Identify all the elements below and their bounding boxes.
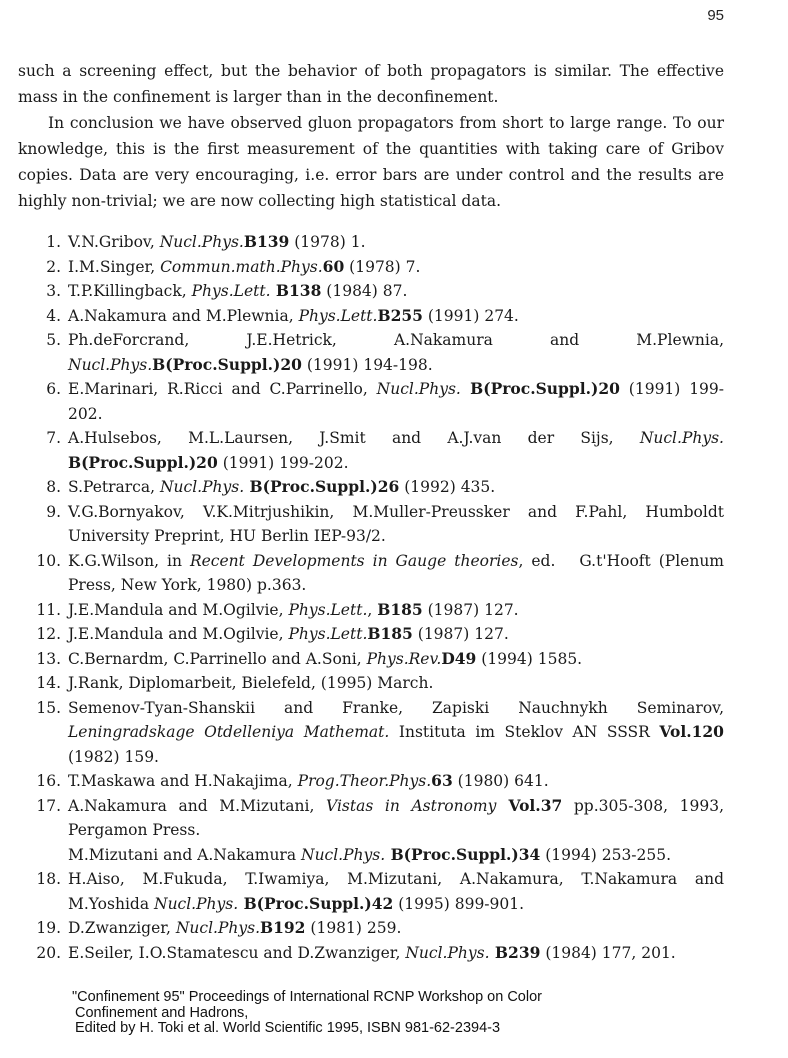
reference-text: V.G.Bornyakov, V.K.Mitrjushikin, M.Muller-Preussker and F.Pahl, Humboldt University Preprint, HU Berlin IEP-93/2. <box>68 502 724 545</box>
reference-item <box>18 255 724 280</box>
reference-number: 8. <box>46 478 61 496</box>
reference-text: E.Marinari, R.Ricci and C.Parrinello, Nucl.Phys. B(Proc.Suppl.)20 (1991) 199-202. <box>68 379 725 423</box>
reference-number: 5. <box>46 331 61 349</box>
reference-item <box>18 696 724 770</box>
paragraph: such a screening effect, but the behavior of both propagators is similar. The effective mass in the confinement is larger than in the deconfinement. <box>18 62 724 106</box>
reference-item <box>18 769 724 794</box>
reference-item <box>18 622 724 647</box>
reference-text: E.Seiler, I.O.Stamatescu and D.Zwanziger, Nucl.Phys. B239 (1984) 177, 201. <box>68 942 676 962</box>
footer-line: Confinement and Hadrons, <box>75 1004 249 1021</box>
proceedings-footer <box>72 990 712 1037</box>
reference-text: J.Rank, Diplomarbeit, Bielefeld, (1995) March. <box>68 674 434 692</box>
reference-number: 17. <box>36 796 61 815</box>
reference-number: 7. <box>46 429 61 447</box>
reference-text: A.Nakamura and M.Mizutani, Vistas in Astronomy Vol.37 pp.305-308, 1993, Pergamon Press. <box>68 795 724 839</box>
body-text <box>18 58 724 214</box>
reference-number: 9. <box>46 502 61 521</box>
footer-line: Edited by H. Toki et al. World Scientific 1995, ISBN 981-62-2394-3 <box>75 1020 501 1036</box>
reference-item <box>18 426 724 475</box>
reference-number: 13. <box>36 649 61 668</box>
reference-item <box>18 647 724 672</box>
reference-number: 3. <box>46 282 61 300</box>
reference-number: 15. <box>36 698 61 717</box>
reference-text: J.E.Mandula and M.Ogilvie, Phys.Lett.B185 (1987) 127. <box>68 624 509 643</box>
reference-item <box>18 377 724 426</box>
reference-number: 1. <box>46 233 61 251</box>
reference-text: D.Zwanziger, Nucl.Phys.B192 (1981) 259. <box>68 918 402 937</box>
reference-item <box>18 598 724 623</box>
reference-number: 19. <box>36 919 61 937</box>
reference-item <box>18 794 724 843</box>
reference-item <box>18 867 724 916</box>
reference-number: 11. <box>36 600 61 619</box>
reference-number: 18. <box>36 870 61 888</box>
reference-text: Semenov-Tyan-Shanskii and Franke, Zapiski Nauchnykh Seminarov, Leningradskage Otdelleniya Mathemat. Instituta im Steklov AN SSSR Vol.120 (1982) 159. <box>68 698 724 766</box>
reference-item <box>18 230 724 255</box>
reference-item <box>18 304 724 329</box>
reference-text: A.Nakamura and M.Plewnia, Phys.Lett.B255 (1991) 274. <box>68 305 519 325</box>
reference-item <box>18 916 724 941</box>
reference-number: 12. <box>36 625 61 643</box>
reference-number: 2. <box>46 257 61 276</box>
reference-text: C.Bernardm, C.Parrinello and A.Soni, Phys.Rev.D49 (1994) 1585. <box>68 648 583 668</box>
reference-item <box>18 671 724 696</box>
reference-text: H.Aiso, M.Fukuda, T.Iwamiya, M.Mizutani, A.Nakamura, T.Nakamura and M.Yoshida Nucl.Phys. B(Proc.Suppl.)42 (1995) 899-901. <box>68 870 724 913</box>
reference-number: 20. <box>36 943 61 962</box>
reference-text: A.Hulsebos, M.L.Laursen, J.Smit and A.J.van der Sijs, Nucl.Phys. B(Proc.Suppl.)20 (1991) 199-202. <box>68 429 724 472</box>
reference-text: M.Mizutani and A.Nakamura Nucl.Phys. B(Proc.Suppl.)34 (1994) 253-255. <box>68 844 672 864</box>
reference-number: 14. <box>36 674 61 692</box>
reference-number: 10. <box>36 551 61 570</box>
reference-item <box>18 475 724 500</box>
reference-item <box>18 500 724 549</box>
reference-item <box>18 328 729 377</box>
reference-item <box>18 843 724 868</box>
reference-item <box>18 279 724 304</box>
reference-text: T.Maskawa and H.Nakajima, Prog.Theor.Phys.63 (1980) 641. <box>68 771 549 790</box>
reference-text: Ph.deForcrand, J.E.Hetrick, A.Nakamura and M.Plewnia, Nucl.Phys.B(Proc.Suppl.)20 (1991) 194-198. <box>68 331 729 374</box>
reference-number: 6. <box>46 380 61 398</box>
footer-line: "Confinement 95" Proceedings of International RCNP Workshop on Color <box>72 989 542 1005</box>
reference-text: T.P.Killingback, Phys.Lett. B138 (1984) 87. <box>68 281 408 300</box>
reference-text: S.Petrarca, Nucl.Phys. B(Proc.Suppl.)26 (1992) 435. <box>68 477 496 496</box>
reference-number: 4. <box>46 306 61 325</box>
reference-text: J.E.Mandula and M.Ogilvie, Phys.Lett., B185 (1987) 127. <box>68 599 519 619</box>
reference-item <box>18 941 724 966</box>
reference-item <box>18 549 729 598</box>
reference-text: V.N.Gribov, Nucl.Phys.B139 (1978) 1. <box>68 232 366 251</box>
paragraph: In conclusion we have observed gluon propagators from short to large range. To our knowledge, this is the first measurement of the quantities with taking care of Gribov copies. Data are very encouraging, i.e. error bars are under control and the results are highly non-trivial; we are now collecting high statistical data. <box>18 114 724 210</box>
reference-text: K.G.Wilson, in Recent Developments in Gauge theories, ed. G.t'Hooft (Plenum Press, New York, 1980) p.363. <box>68 551 729 594</box>
reference-text: I.M.Singer, Commun.math.Phys.60 (1978) 7. <box>68 256 421 276</box>
references-list <box>18 230 729 965</box>
reference-number: 16. <box>36 772 61 790</box>
page-number: 95 <box>707 7 724 24</box>
